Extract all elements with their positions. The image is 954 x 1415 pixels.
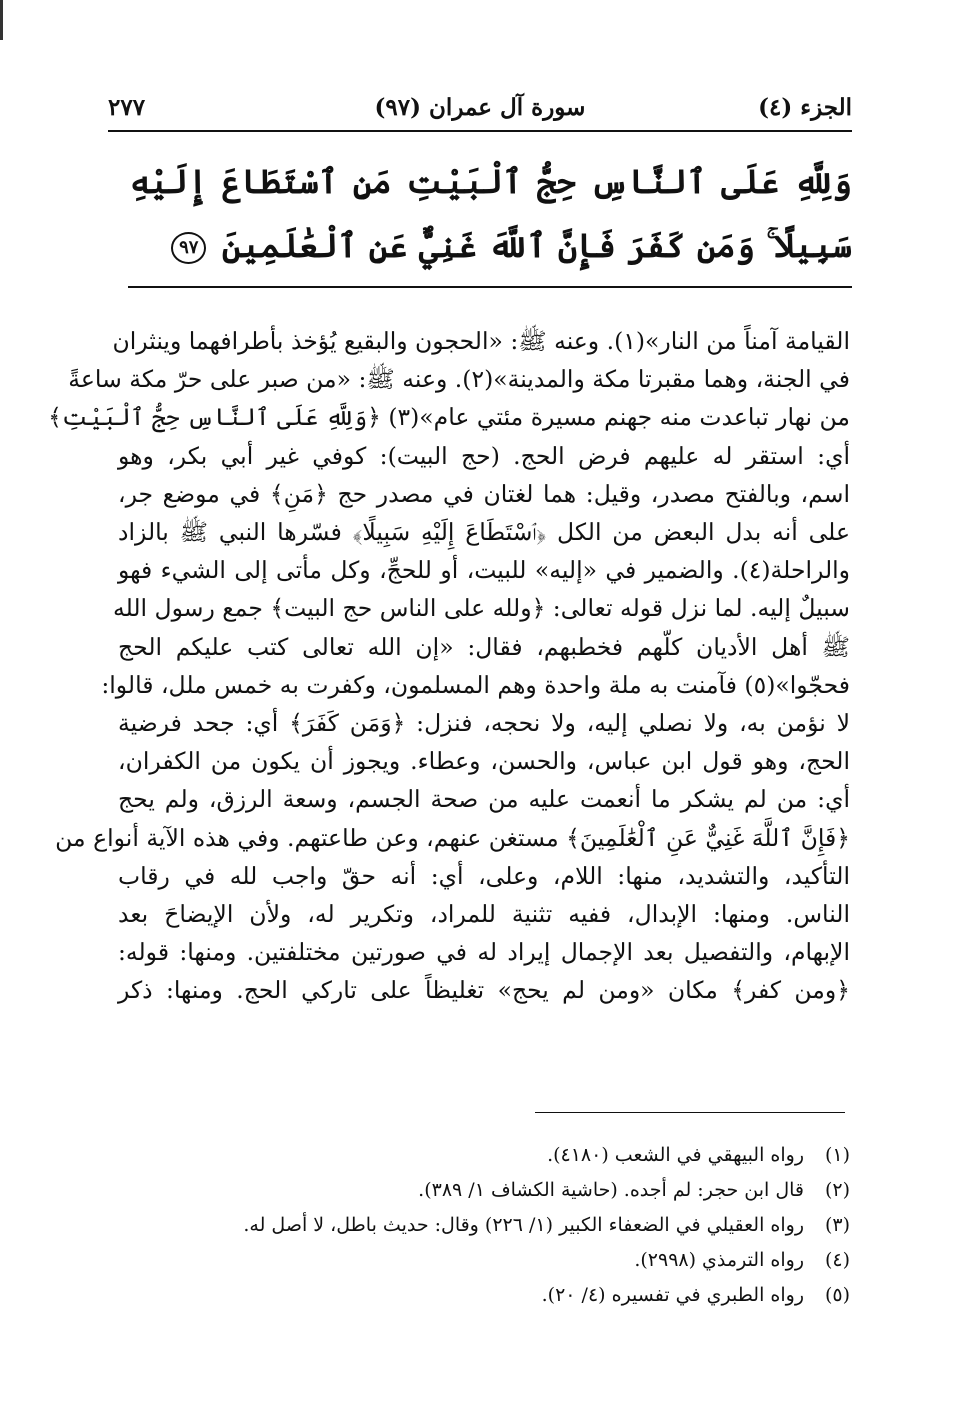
footnote-number: (٣) <box>824 1214 850 1236</box>
body-line: في الجنة، وهما مقبرتا مكة والمدينة»(٢). وعنه ﷺ: «من صبر على حرّ مكة ساعةً <box>68 365 850 394</box>
body-line: القيامة آمناً من النار»(١). وعنه ﷺ: «الحجون والبقيع يُؤخذ بأطرافهما وينثران <box>112 327 850 355</box>
body-line: ﴿ومن كفر﴾ مكان «ومن لم يحج» تغليظاً على تاركي الحج. ومنها: ذكر <box>118 976 850 1005</box>
footnote-number: (٢) <box>824 1179 850 1201</box>
footnote-text: رواه الترمذي (٢٩٩٨). <box>634 1249 804 1271</box>
footnote-number: (٥) <box>824 1284 850 1306</box>
footnote-separator <box>535 1112 845 1113</box>
body-line: لا نؤمن به، ولا نصلي إليه، ولا نحجه، فنزل: ﴿وَمَن كَفَرَ﴾ أي: جحد فرضية <box>118 709 850 738</box>
body-line: الناس. ومنها: الإبدال، ففيه تثنية للمراد، وتكرير له، ولأن الإيضاحَ بعد <box>118 900 850 929</box>
quran-verse <box>130 150 852 278</box>
footnote-text: رواه البيهقي في الشعب (٤١٨٠). <box>547 1144 804 1166</box>
body-line: والراحلة(٤). والضمير في «إليه» للبيت، أو للحجِّ، وكل مأتى إلى الشيء فهو <box>118 556 850 585</box>
footnote <box>150 1138 850 1173</box>
body-line: أي: من لم يشكر ما أنعمت عليه من صحة الجسم، وسعة الرزق، ولم يحج <box>118 785 850 814</box>
running-header <box>108 94 852 128</box>
body-line: الحج، وهو قول ابن عباس، والحسن، وعطاء. ويجوز أن يكون من الكفران، <box>118 747 850 776</box>
page-edge-mark <box>0 0 3 40</box>
footnote <box>150 1173 850 1208</box>
footnote-number: (٤) <box>824 1249 850 1271</box>
footnote <box>150 1278 850 1313</box>
juz-label: الجزء (٤) <box>758 94 852 121</box>
body-line: ﷺ أهل الأديان كلّهم فخطبهم، فقال: «إن الله تعالى كتب عليكم الحج <box>118 632 850 661</box>
body-line: ﴿فَإِنَّ ٱللَّهَ غَنِيٌّ عَنِ ٱلْعَٰلَمِينَ﴾ مستغن عنهم، وعن طاعتهم. وفي هذه الآية أنواع من <box>55 823 850 852</box>
footnote <box>150 1208 850 1243</box>
body-line: التأكيد، والتشديد، منها: اللام، وعلى، أي: أنه حقّ واجب لله في رقاب <box>118 861 850 890</box>
footnotes <box>150 1138 850 1313</box>
footnote-text: قال ابن حجر: لم أجده. (حاشية الكشاف ١/ ٣٨٩). <box>418 1179 804 1201</box>
body-line: أي: استقر له عليهم فرض الحج. (حج البيت): كوفي غير أبي بكر، وهو <box>118 441 850 470</box>
verse-text: وَلِلَّهِ عَلَى ٱلنَّاسِ حِجُّ ٱلْبَيْتِ مَنِ ٱسْتَطَاعَ إِلَيْهِ سَبِيلًا ۚ وَمَن كَفَرَ فَإِنَّ ٱللَّهَ غَنِيٌّ عَنِ ٱلْعَٰلَمِينَ <box>130 162 852 265</box>
ayah-number-mark: ٩٧ <box>171 232 206 264</box>
body-line: اسم، وبالفتح مصدر، وقيل: هما لغتان في مصدر حج ﴿مَنِ﴾ في موضع جر، <box>118 479 850 508</box>
header-rule <box>108 130 852 132</box>
body-line: من نهار تباعدت منه جهنم مسيرة مئتي عام»(٣) ﴿وَلِلَّهِ عَلَى ٱلنَّاسِ حِجُّ ٱلْبَيْتِ﴾ <box>48 403 850 432</box>
body-line: الإبهام، والتفصيل بعد الإجمال إيراد له في صورتين مختلفتين. ومنها: قوله: <box>118 938 850 967</box>
page-number: ٢٧٧ <box>108 94 146 121</box>
body-line: فحجّوا»(٥) فآمنت به ملة واحدة وهم المسلمون، وكفرت به خمس ملل، قالوا: <box>101 670 850 699</box>
footnote-number: (١) <box>824 1144 850 1166</box>
footnote-text: رواه العقيلي في الضعفاء الكبير (١/ ٢٢٦) وقال: حديث باطل، لا أصل له. <box>243 1214 804 1236</box>
verse-rule <box>128 286 852 288</box>
body-line: على أنه بدل البعض من الكل ﴿ٱسْتَطَاعَ إِلَيْهِ سَبِيلًا﴾ فسّرها النبي ﷺ بالزاد <box>118 518 850 547</box>
footnote-text: رواه الطبري في تفسيره (٤/ ٢٠). <box>541 1284 804 1306</box>
surah-label: سورة آل عمران (٩٧) <box>374 94 586 121</box>
body-line: سبيلٌ إليه. لما نزل قوله تعالى: ﴿ولله على الناس حج البيت﴾ جمع رسول الله <box>113 594 850 623</box>
footnote <box>150 1243 850 1278</box>
tafsir-body <box>48 322 850 1010</box>
